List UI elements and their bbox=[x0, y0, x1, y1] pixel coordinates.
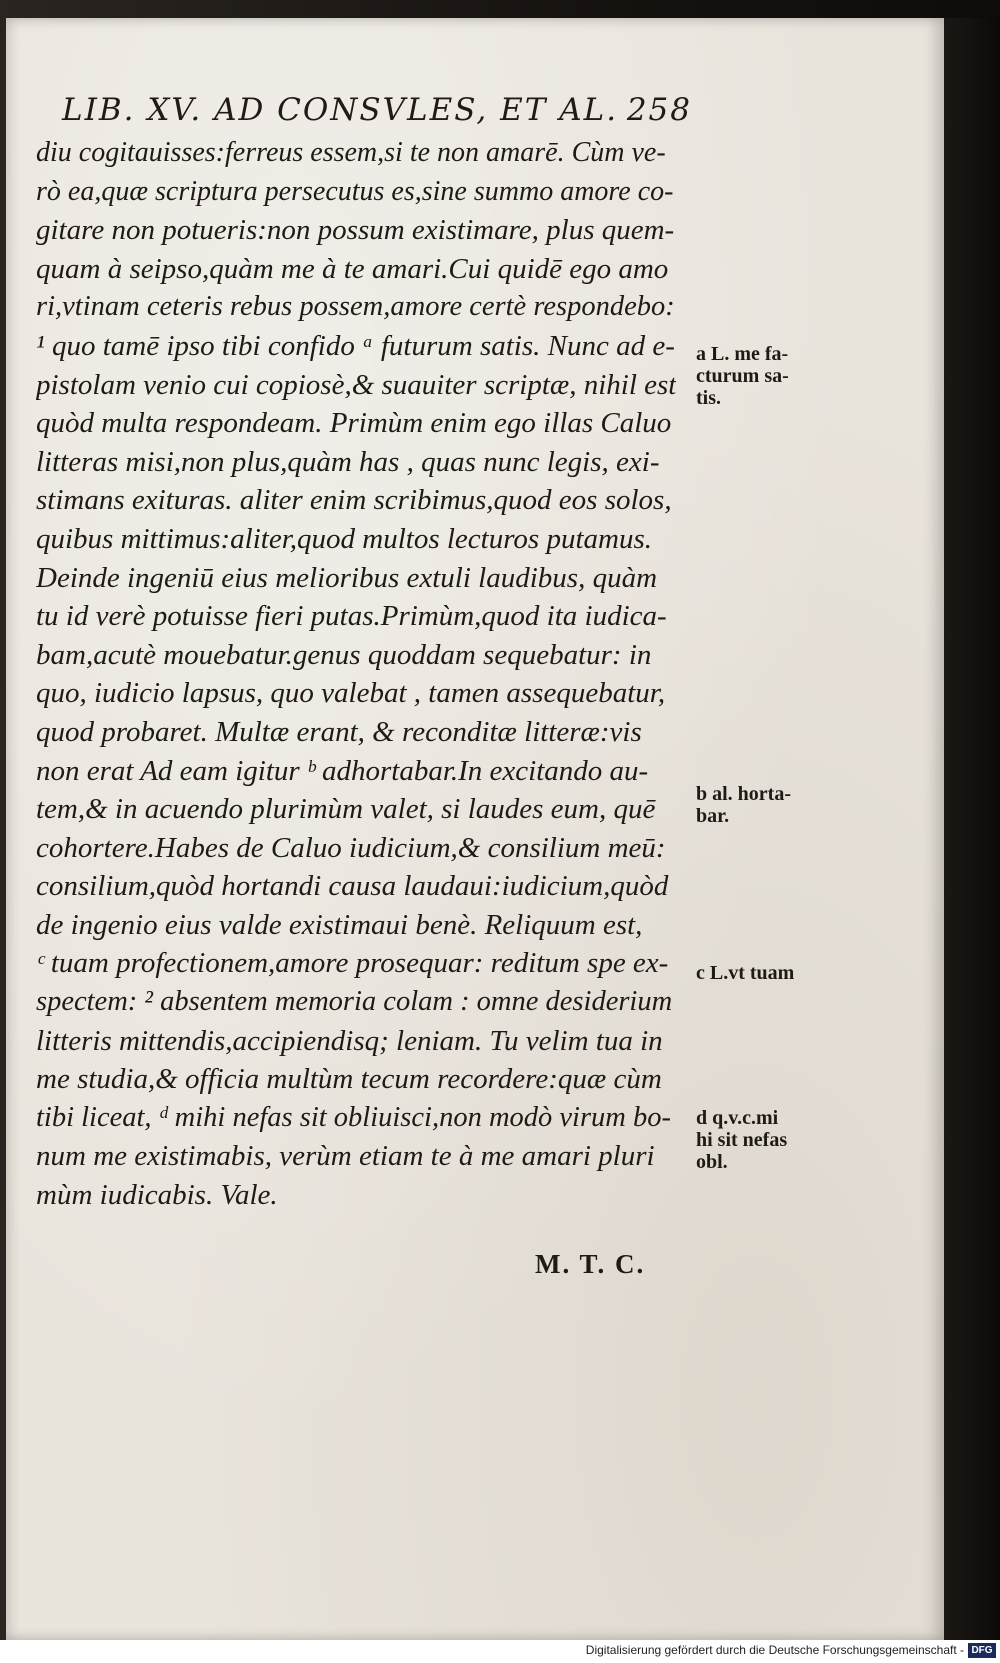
text-line: quam à seipso,quàm me à te amari.Cui quidē ego amo bbox=[36, 252, 669, 285]
body-text bbox=[36, 134, 676, 1215]
text-line: tibi liceat, ᵈ mihi nefas sit obliuisci,non modò virum bo- bbox=[36, 1101, 672, 1133]
text-line: quibus mittimus:aliter,quod multos lecturos putamus. bbox=[36, 522, 652, 555]
margin-note-line: cturum sa- bbox=[696, 365, 789, 387]
text-line: tu id verè potuisse fieri putas.Primùm,quod ita iudica- bbox=[36, 600, 667, 633]
margin-note-line: tis. bbox=[696, 387, 721, 409]
footer-credit: Digitalisierung gefördert durch die Deutsche Forschungsgemeinschaft - bbox=[585, 1643, 964, 1657]
text-line: me studia,& officia multùm tecum recordere:quæ cùm bbox=[36, 1063, 662, 1096]
text-line: gitare non potueris:non possum existimare, plus quem- bbox=[36, 214, 675, 247]
text-line: tem,& in acuendo plurimùm valet, si laudes eum, quē bbox=[36, 793, 656, 826]
margin-note-line: bar. bbox=[696, 805, 730, 827]
footer-bar bbox=[0, 1640, 1000, 1663]
text-line: quod probaret. Multæ erant, & reconditæ litteræ:vis bbox=[36, 715, 642, 748]
text-line: rò ea,quæ scriptura persecutus es,sine summo amore co- bbox=[36, 175, 674, 207]
text-line: litteris mittendis,accipiendisq; leniam. Tu velim tua in bbox=[36, 1024, 663, 1057]
text-line: diu cogitauisses:ferreus essem,si te non amarē. Cùm ve- bbox=[36, 137, 666, 168]
text-line: bam,acutè mouebatur.genus quoddam sequebatur: in bbox=[36, 638, 652, 671]
margin-note-a bbox=[696, 343, 789, 409]
text-line: ᶜ tuam profectionem,amore prosequar: reditum spe ex- bbox=[36, 947, 669, 980]
margin-note-b bbox=[696, 783, 791, 827]
text-line: non erat Ad eam igitur ᵇ adhortabar.In excitando au- bbox=[36, 754, 649, 787]
margin-note-d bbox=[696, 1107, 787, 1173]
running-title: LIB. XV. AD CONSVLES, ET AL. bbox=[62, 92, 619, 128]
text-line: stimans exituras. aliter enim scribimus,quod eos solos, bbox=[36, 484, 672, 517]
text-line: ¹ quo tamē ipso tibi confido ᵃ futurum satis. Nunc ad e- bbox=[36, 329, 675, 362]
text-line: consilium,quòd hortandi causa laudaui:iudicium,quòd bbox=[36, 870, 669, 903]
text-line: quòd multa respondeam. Primùm enim ego illas Caluo bbox=[36, 407, 672, 440]
text-line: pistolam venio cui copiosè,& suauiter scriptæ, nihil est bbox=[36, 368, 676, 401]
text-line: litteras misi,non plus,quàm has , quas nunc legis, exi- bbox=[36, 445, 660, 478]
text-line: de ingenio eius valde existimaui benè. Reliquum est, bbox=[36, 908, 643, 941]
text-line: ri,vtinam ceteris rebus possem,amore certè respondebo: bbox=[36, 291, 675, 323]
margin-note-c bbox=[696, 962, 794, 984]
page-number: 258 bbox=[626, 92, 692, 128]
margin-note-line: a L. me fa- bbox=[696, 343, 789, 365]
margin-note-line: b al. horta- bbox=[696, 783, 791, 805]
margin-note-line: d q.v.c.mi bbox=[696, 1107, 779, 1129]
text-line: mùm iudicabis. Vale. bbox=[36, 1179, 278, 1212]
margin-note-line: obl. bbox=[696, 1151, 728, 1173]
text-line: Deinde ingeniū eius melioribus extuli laudibus, quàm bbox=[36, 561, 658, 594]
text-line: quo, iudicio lapsus, quo valebat , tamen assequebatur, bbox=[36, 677, 666, 710]
signature: M. T. C. bbox=[535, 1249, 646, 1279]
text-line: num me existimabis, verùm etiam te à me amari pluri bbox=[36, 1140, 655, 1173]
margin-note-line: hi sit nefas bbox=[696, 1129, 788, 1151]
page-edge-shadow bbox=[944, 18, 1000, 1640]
text-line: spectem: ² absentem memoria colam : omne desiderium bbox=[36, 986, 673, 1018]
text-line: cohortere.Habes de Caluo iudicium,& consilium meū: bbox=[36, 831, 666, 864]
running-header bbox=[62, 92, 692, 128]
dfg-logo: DFG bbox=[968, 1643, 996, 1658]
margin-note-line: c L.vt tuam bbox=[696, 962, 795, 984]
